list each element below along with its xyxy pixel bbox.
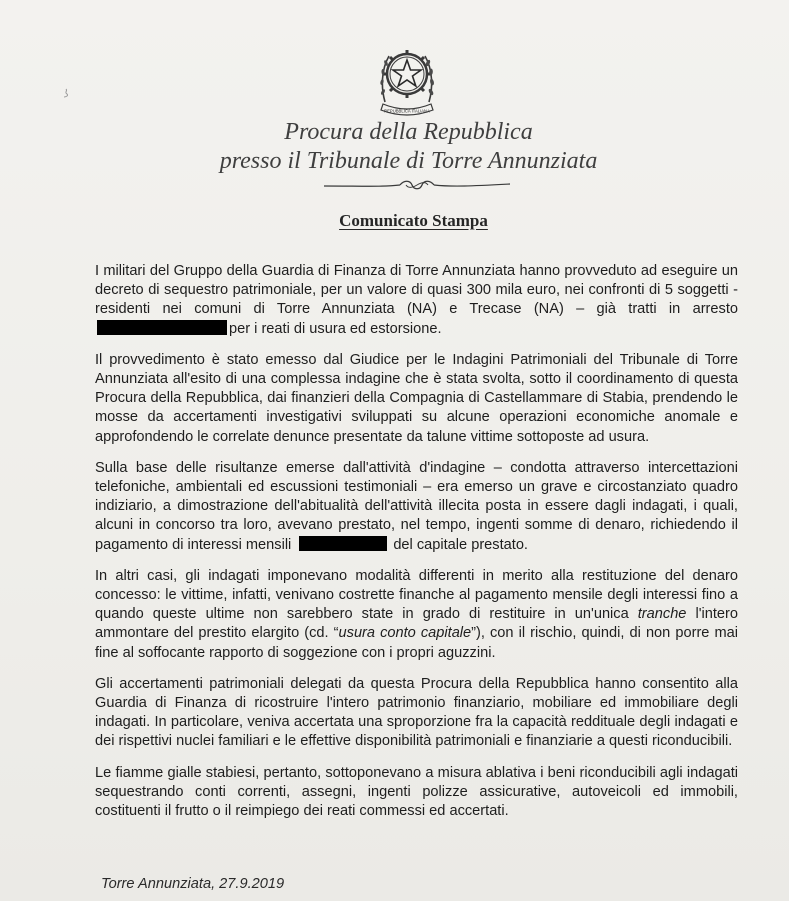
redaction-bar: [97, 320, 227, 335]
paragraph-3: [95, 459, 738, 555]
paragraph-6: Le fiamme gialle stabiesi, pertanto, sottoponevano a misura ablativa i beni riconducibili agli indagati sequestrando conti correnti, assegni, ingenti polizze assicurative, autoveicoli ed immobili, costituenti il frutto o il reimpiego dei reati commessi ed accertati.: [95, 764, 738, 820]
ornamental-flourish-icon: [322, 178, 512, 192]
press-release-title-text: Comunicato Stampa: [339, 211, 488, 230]
redaction-bar: [299, 536, 387, 551]
paragraph-3-text-a: Sulla base delle risultanze emerse dall'attività d'indagine – condotta attraverso intercettazioni telefoniche, ambientali ed escussioni testimoniali – era emerso un grave e circostanziato quadro indiziario, a dimostrazione dell'abitualità dell'attività illecita posta in essere dagli indagati, i quali, alcuni in concorso tra loro, avevano prestato, nel tempo, ingenti somme di denaro, richiedendo il pagamento di interessi mensili: [95, 459, 738, 553]
place-and-date: Torre Annunziata, 27.9.2019: [101, 876, 285, 892]
office-title-line1: Procura della Repubblica: [284, 119, 533, 145]
paragraph-4-text-b: l'intero ammontare del prestito elargito (cd. “: [95, 606, 738, 642]
paragraph-4-text-c: ”), con il rischio, quindi, di non porre mai fine al soffocante rapporto di soggezione con i propri aguzzini.: [95, 625, 739, 661]
paragraph-1-text-b: per i reati di usura ed estorsione.: [229, 320, 442, 337]
paragraph-5: Gli accertamenti patrimoniali delegati da questa Procura della Repubblica hanno consentito alla Guardia di Finanza di ricostruire l'intero patrimonio finanziario, mobiliare ed immobiliare degli indagati. In particolare, veniva accertata una sproporzione fra la capacità reddituale degli indagati e dei rispettivi nuclei familiari e le effettive disponibilità patrimoniali e finanziarie a questi riconducibili.: [95, 675, 738, 750]
paragraph-4-italic-usura: usura conto capitale: [338, 625, 472, 642]
paragraph-3-text-b: del capitale prestato.: [393, 536, 528, 553]
italian-republic-emblem-icon: [375, 40, 439, 120]
press-release-body: [95, 262, 738, 833]
paragraph-1-text-a: I militari del Gruppo della Guardia di Finanza di Torre Annunziata hanno provveduto ad eseguire un decreto di sequestro patrimoniale, per un valore di quasi 300 mila euro, nei confronti di 5 soggetti - residenti nei comuni di Torre Annunziata (NA) e Trecase (NA) – già tratti in arresto: [95, 263, 738, 318]
press-release-title: [0, 211, 789, 231]
paragraph-4: [95, 567, 738, 663]
emblem-ribbon-text: REPUBBLICA ITALIANA: [384, 108, 430, 114]
paragraph-1: [95, 262, 738, 339]
paragraph-4-italic-tranche: tranche: [637, 606, 687, 623]
office-title-line2: presso il Tribunale di Torre Annunziata: [219, 148, 598, 174]
paragraph-2: Il provvedimento è stato emesso dal Giudice per le Indagini Patrimoniali del Tribunale di Torre Annunziata all'esito di una complessa indagine che è stata svolta, sotto il coordinamento di questa Procura della Repubblica, dai finanzieri della Compagnia di Castellammare di Stabia, prendendo le mosse da accertamenti investigativi sviluppati su alcune operazioni economiche anomale e approfondendo le correlate denunce presentate da talune vittime sottoposte ad usura.: [95, 351, 738, 445]
paragraph-4-text-a: In altri casi, gli indagati imponevano modalità differenti in merito alla restituzione del denaro concesso: le vittime, infatti, venivano costrette finanche al pagamento mensile degli interessi fino a quando queste ultime non sarebbero state in grado di restituire in un'unica: [95, 567, 738, 623]
paper-smudge-mark: [62, 88, 70, 98]
